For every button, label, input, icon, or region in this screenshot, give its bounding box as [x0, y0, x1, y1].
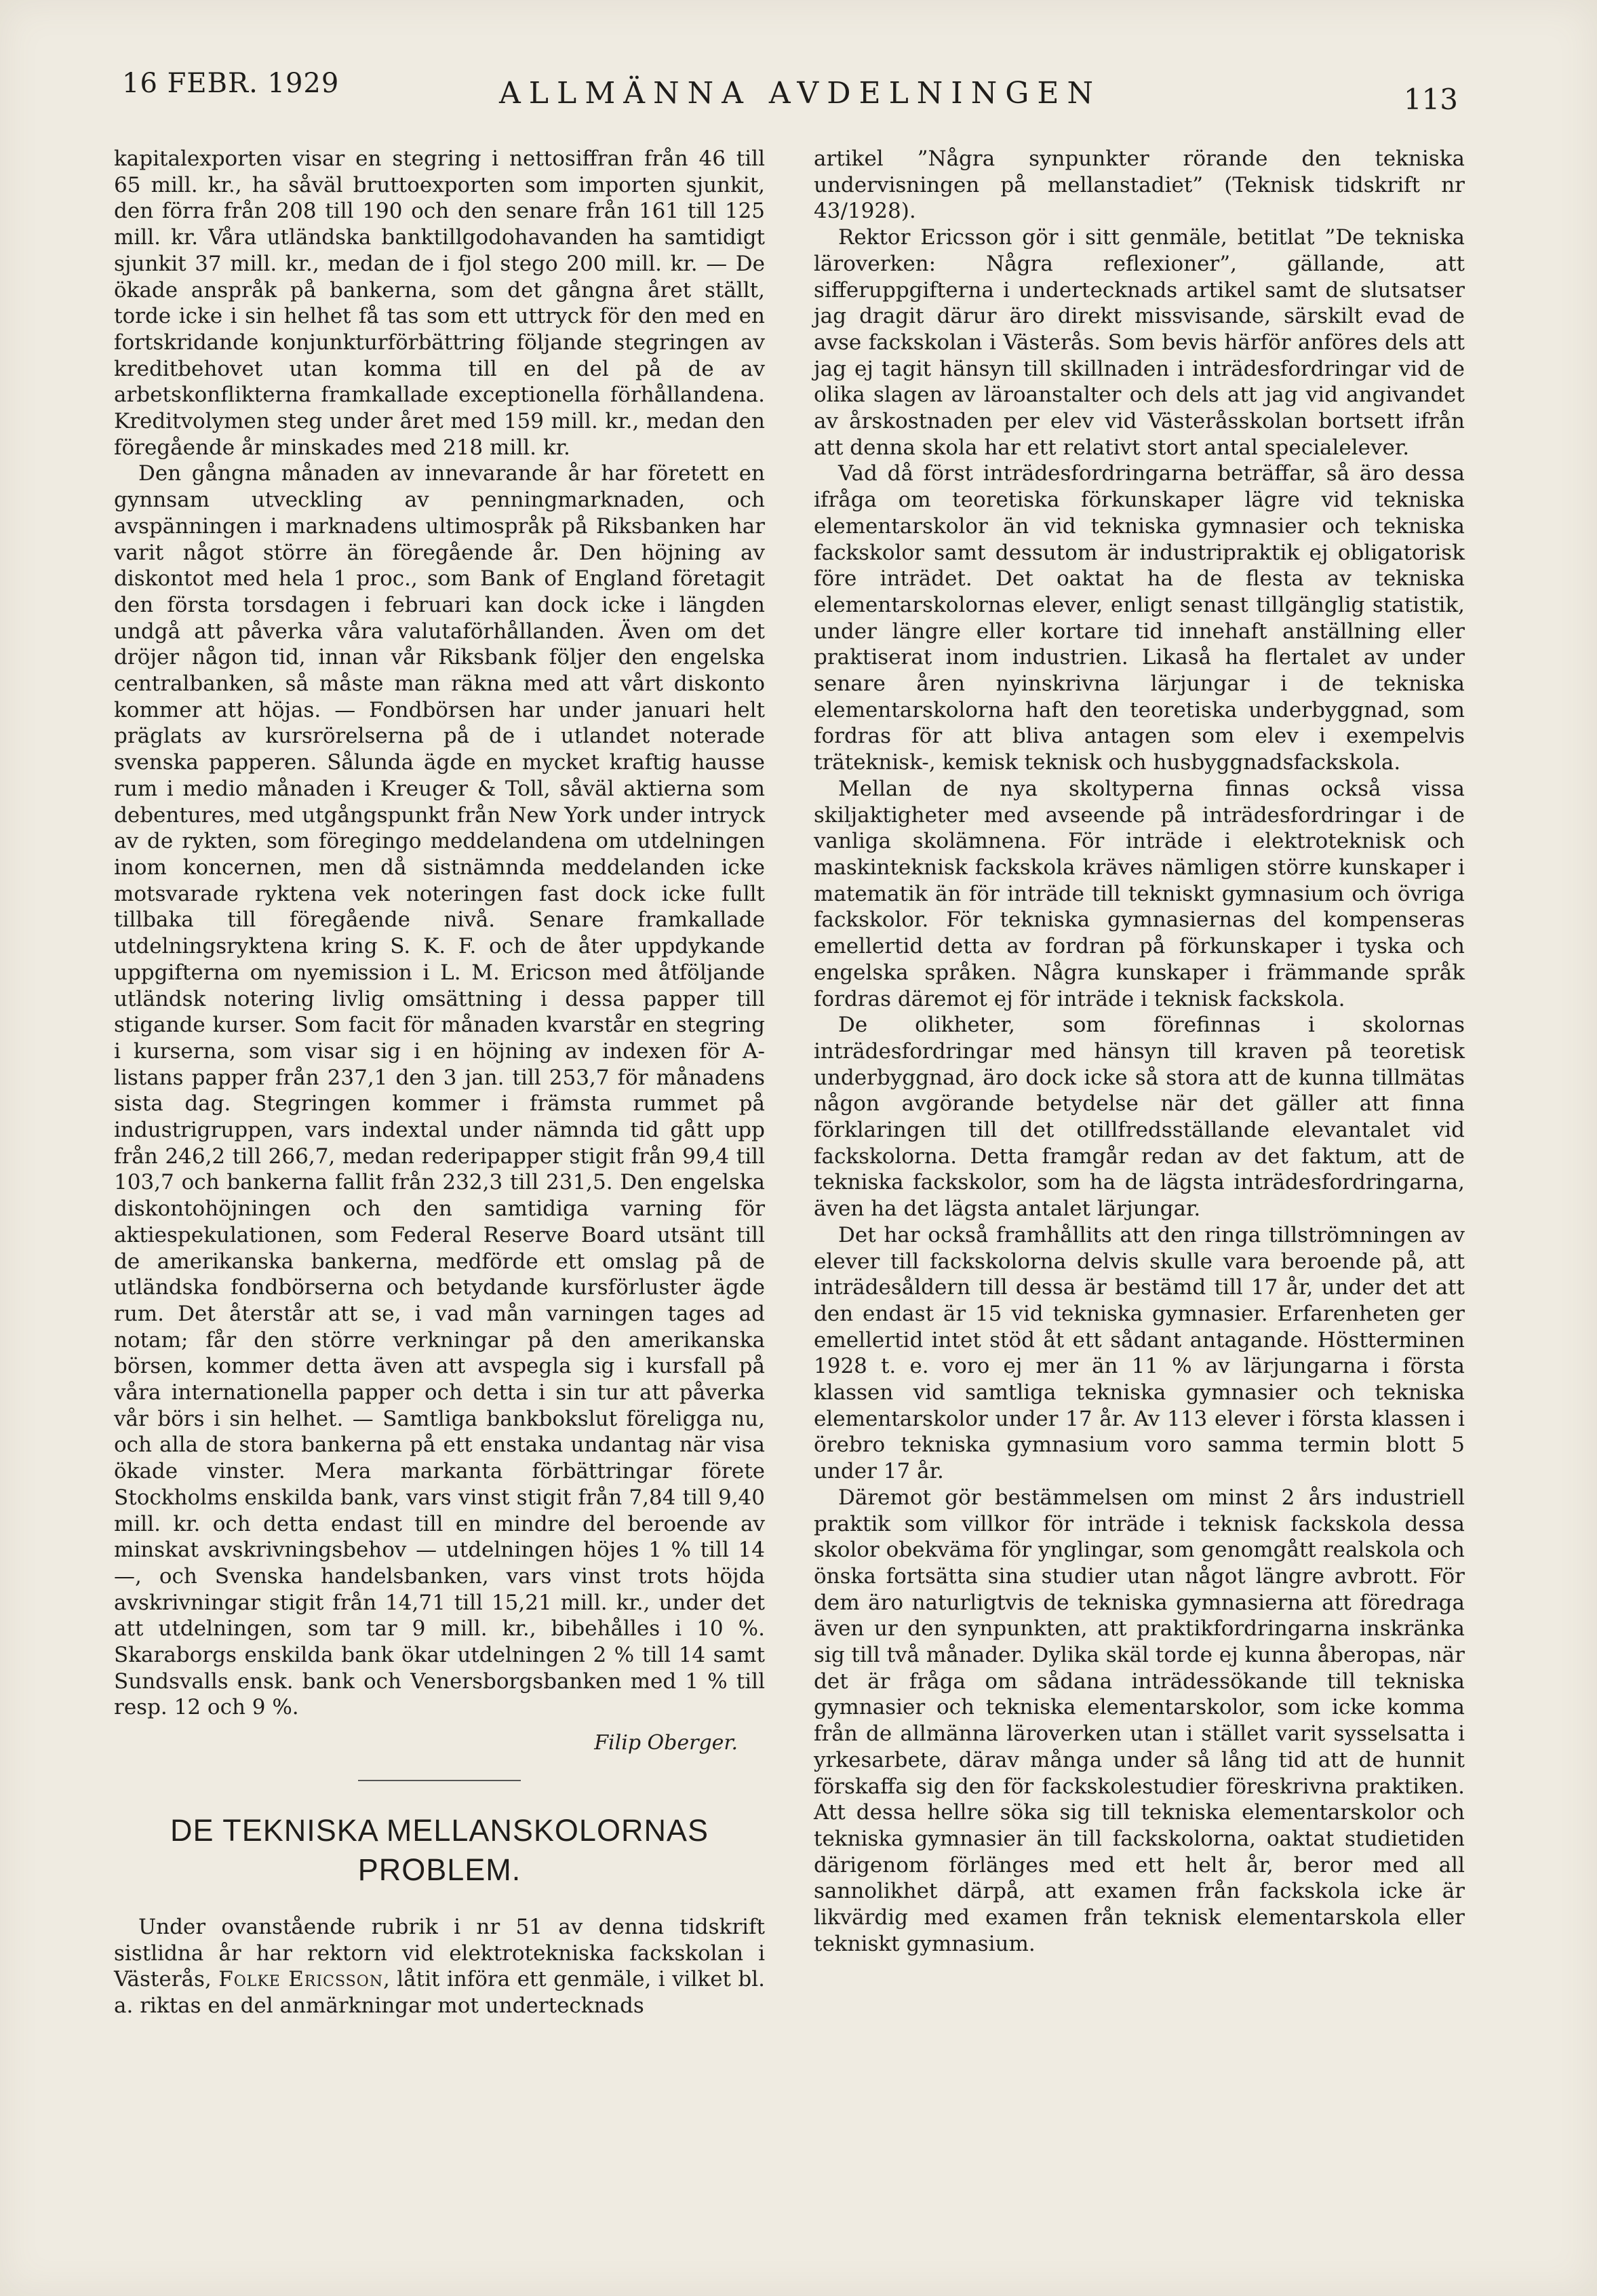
paragraph: Rektor Ericsson gör i sitt genmäle, betitlat ”De tekniska läroverken: Några reflexioner”, gällande, att sifferuppgifterna i undertecknads artikel samt de slutsatser jag dragit därur äro direkt missvisande, särskilt evad de avse fackskolan i Västerås. Som bevis härför anföres dels att jag ej tagit hänsyn till skillnaden i inträdesfordringar vid de olika slagen av läroanstalter och dels att jag vid angivandet av årskostnaden per elev vid Västeråsskolan bortsett ifrån att denna skola har ett relativt stort antal specialelever.: [814, 225, 1465, 460]
page-number: 113: [1403, 83, 1458, 116]
paragraph: Den gångna månaden av innevarande år har företett en gynnsam utveckling av penningmarknaden, och avspänningen i marknadens ultimospråk på Riksbanken har varit något större än föregående år. Den höjning av diskontot med hela 1 proc., som Bank of England företagit den första torsdagen i februari kan dock icke i längden undgå att påverka våra valutaförhållanden. Även om det dröjer någon tid, innan vår Riksbank följer den engelska centralbanken, så måste man räkna med att vårt diskonto kommer att höjas. — Fondbörsen har under januari helt präglats av kursrörelserna på de i utlandet noterade svenska papperen. Sålunda ägde en mycket kraftig hausse rum i medio månaden i Kreuger & Toll, såväl aktierna som debentures, med utgångspunkt från New York under intryck av de rykten, som föregingo meddelandena om utdelningen inom koncernen, men då sistnämnda meddelanden icke motsvarade ryktena vek noteringen fast dock icke fullt tillbaka till föregående nivå. Senare framkallade utdelningsryktena kring S. K. F. och de åter uppdykande uppgifterna om nyemission i L. M. Ericson med åtföljande utländsk notering livlig omsättning i dessa papper till stigande kurser. Som facit för månaden kvarstår en stegring i kurserna, som visar sig i en höjning av indexen för A-listans papper från 237,1 den 3 jan. till 253,7 för månadens sista dag. Stegringen kommer i främsta rummet på industrigruppen, vars indextal under nämnda tid gått upp från 246,2 till 266,7, medan rederipapper stigit från 99,4 till 103,7 och bankerna fallit från 232,3 till 231,5. Den engelska diskontohöjningen och den samtidiga varning för aktiespekulationen, som Federal Reserve Board utsänt till de amerikanska bankerna, medförde ett omslag på de utländska fondbörserna och betydande kursförluster ägde rum. Det återstår att se, i vad mån varningen tages ad notam; får den större verkningar på den amerikanska börsen, kommer detta även att avspegla sig i kursfall på våra internationella papper och detta i sin tur att påverka vår börs i sin helhet. — Samtliga bankbokslut föreligga nu, och alla de stora bankerna på ett enstaka undantag när visa ökade vinster. Mera markanta förbättringar förete Stockholms enskilda bank, vars vinst stigit från 7,84 till 9,40 mill. kr. och detta endast till en mindre del beroende av minskat avskrivningsbehov — utdelningen höjes 1 % till 14 —, och Svenska handelsbanken, vars vinst trots höjda avskrivningar stigit från 14,71 till 15,21 mill. kr., under det att utdelningen, som tar 9 mill. kr., bibehålles i 10 %. Skaraborgs enskilda bank ökar utdelningen 2 % till 14 samt Sundsvalls ensk. bank och Venersborgsbanken med 1 % till resp. 12 och 9 %.: [114, 461, 765, 1720]
intro-text-b: , låtit införa ett genmäle, i vilket bl. a. riktas en del anmärkningar mot undertecknads: [114, 1967, 766, 2018]
article-intro: [114, 1914, 765, 2019]
paragraph: Mellan de nya skoltyperna finnas också vissa skiljaktigheter med avseende på inträdesfordringar i de vanliga skolämnena. För inträde i elektroteknisk och maskinteknisk fackskola kräves nämligen större kunskaper i matematik än för inträde till tekniskt gymnasium och övriga fackskolor. För tekniska gymnasiernas del kompenseras emellertid detta av fordran på förkunskaper i tyska och engelska språken. Några kunskaper i främmande språk fordras däremot ej för inträde i teknisk fackskola.: [814, 776, 1465, 1011]
article-title-line-2: PROBLEM.: [357, 1852, 521, 1887]
author-signature: Filip Oberger.: [594, 1731, 738, 1755]
article-separator: [358, 1780, 521, 1781]
issue-date: 16 FEBR. 1929: [122, 68, 340, 99]
paragraph: Det har också framhållits att den ringa tillströmningen av elever till fackskolorna delvis skulle vara beroende på, att inträdesåldern till dessa är bestämd till 17 år, under det att den endast är 15 vid tekniska gymnasier. Erfarenheten ger emellertid intet stöd åt ett sådant antagande. Höstterminen 1928 t. e. voro ej mer än 11 % av lärjungarna i första klassen vid samtliga tekniska gymnasier och tekniska elementarskolor under 17 år. Av 113 elever i första klassen i örebro tekniska gymnasium voro samma termin blott 5 under 17 år.: [814, 1222, 1465, 1484]
running-head: [122, 68, 1478, 129]
paragraph: Vad då först inträdesfordringarna beträffar, så äro dessa ifråga om teoretiska förkunskaper lägre vid tekniska elementarskolor än vid tekniska gymnasier och tekniska fackskolor samt dessutom är industripraktik ej obligatorisk före inträdet. Det oaktat ha de flesta av tekniska elementarskolornas elever, enligt senast tillgänglig statistik, under längre eller kortare tid innehaft anställning eller praktiserat inom industrien. Likaså ha flertalet av under senare åren nyinskrivna lärjungar i de tekniska elementarskolorna haft den teoretiska underbyggnad, som fordras för att bliva antagen som elev i exempelvis träteknisk-, kemisk teknisk och husbyggnadsfackskola.: [814, 461, 1465, 775]
paragraph: kapitalexporten visar en stegring i nettosiffran från 46 till 65 mill. kr., ha såväl bruttoexporten som importen sjunkit, den förra från 208 till 190 och den senare från 161 till 125 mill. kr. Våra utländska banktillgodohavanden ha samtidigt sjunkit 37 mill. kr., medan de i fjol stego 200 mill. kr. — De ökade anspråk på bankerna, som det gångna året ställt, torde icke i sin helhet få tas som ett uttryck för den med en fortskridande konjunkturförbättring följande stegringen av kreditbehovet utan komma till en del på de av arbetskonflikterna framkallade exceptionella förhållandena. Kreditvolymen steg under året med 159 mill. kr., medan den föregående år minskades med 218 mill. kr.: [114, 147, 765, 460]
section-title: ALLMÄNNA AVDELNINGEN: [499, 76, 1101, 111]
right-column: [814, 146, 1465, 1958]
paragraph: artikel ”Några synpunkter rörande den tekniska undervisningen på mellanstadiet” (Teknisk tidskrift nr 43/1928).: [814, 147, 1465, 224]
article-title: [114, 1811, 765, 1890]
left-column: [114, 146, 765, 2019]
article-title-line-1: DE TEKNISKA MELLANSKOLORNAS: [170, 1812, 709, 1848]
author-name: Folke Ericsson: [218, 1967, 384, 1992]
paragraph: De olikheter, som förefinnas i skolornas inträdesfordringar med hänsyn till kraven på teoretisk underbyggnad, äro dock icke så stora att de kunna tillmätas någon avgörande betydelse när det gäller att finna förklaringen till det otillfredsställande elevantalet vid fackskolorna. Detta framgår redan av det faktum, att de tekniska fackskolor, som ha de lägsta inträdesfordringarna, även ha det lägsta antalet lärjungar.: [814, 1013, 1465, 1222]
intro-text-a: Under ovanstående rubrik i nr 51 av denna tidskrift sistlidna år har rektorn vid elektrotekniska fackskolan i Västerås,: [114, 1914, 765, 1992]
paragraph: Däremot gör bestämmelsen om minst 2 års industriell praktik som villkor för inträde i teknisk fackskola dessa skolor obekväma för ynglingar, som genomgått realskola och önska fortsätta sina studier utan något längre avbrott. För dem äro naturligtvis de tekniska gymnasierna att föredraga även ur den synpunkten, att praktikfordringarna inskränka sig till två månader. Dylika skäl torde ej kunna åberopas, när det är fråga om sådana inträdessökande till tekniska gymnasier och tekniska elementarskolor, som icke komma från de allmänna läroverken utan i stället varit sysselsatta i yrkesarbete, därav många under så lång tid att de hunnit förskaffa sig den för fackskolestudier föreskrivna praktiken. Att dessa hellre söka sig till tekniska elementarskolor och tekniska gymnasier än till fackskolorna, oaktat studietiden därigenom förlänges med ett helt år, beror med all sannolikhet därpå, att examen från fackskola icke är likvärdig med examen från teknisk elementarskola eller tekniskt gymnasium.: [814, 1485, 1465, 1956]
